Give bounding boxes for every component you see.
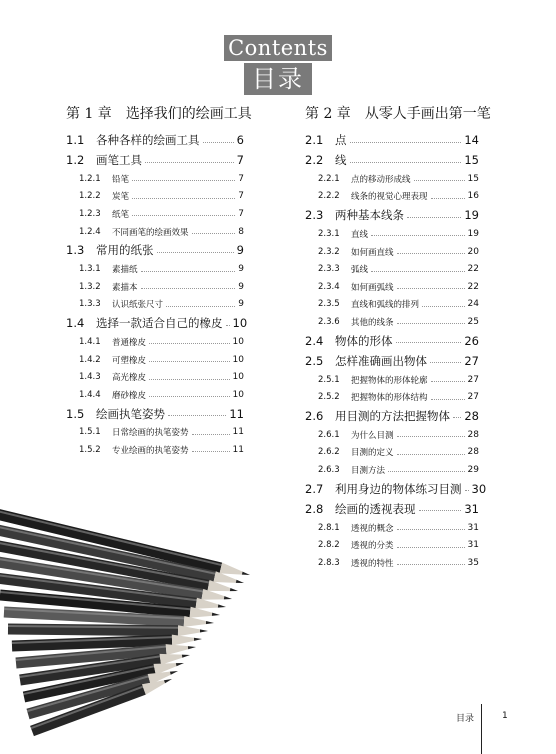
- toc-subsection[interactable]: [66, 424, 244, 442]
- leader-dots: [203, 142, 234, 143]
- entry-page: 6: [236, 133, 244, 147]
- pencil: [8, 624, 208, 637]
- leader-dots: [149, 396, 230, 397]
- entry-number: 1.3: [66, 243, 85, 258]
- chapter-1-heading: [66, 104, 252, 130]
- entry-title: 高光橡皮: [112, 373, 147, 384]
- leader-dots: [371, 235, 465, 236]
- leader-dots: [350, 162, 462, 163]
- entry-number: 2.8.1: [318, 522, 340, 533]
- chapter-number: 第 2 章: [305, 106, 351, 122]
- toc-subsection[interactable]: [305, 444, 479, 462]
- entry-title: 绘画的透视表现: [335, 501, 416, 516]
- toc-subsection[interactable]: [305, 519, 479, 537]
- leader-dots: [166, 306, 235, 307]
- leader-dots: [149, 343, 230, 344]
- entry-number: 1.5.2: [79, 444, 101, 455]
- entry-title: 透视的特性: [351, 558, 394, 569]
- toc-section[interactable]: [305, 205, 479, 225]
- entry-page: 31: [467, 540, 479, 551]
- entry-number: 1.2.4: [79, 226, 101, 237]
- toc-section[interactable]: [305, 331, 479, 351]
- toc-subsection[interactable]: [305, 296, 479, 314]
- entry-number: 2.2.1: [318, 173, 340, 184]
- leader-dots: [397, 529, 465, 530]
- entry-number: 2.3.5: [318, 299, 340, 310]
- entry-title: 如何画直线: [351, 247, 394, 258]
- entry-page: 10: [232, 389, 244, 400]
- entry-page: 7: [238, 191, 244, 202]
- leader-dots: [431, 198, 465, 199]
- entry-page: 35: [467, 557, 479, 568]
- chapter-title: 从零人手画出第一笔: [364, 106, 491, 122]
- leader-dots: [192, 434, 230, 435]
- entry-title: 物体的形体: [335, 333, 393, 348]
- entry-title: 可塑橡皮: [112, 355, 147, 366]
- leader-dots: [141, 288, 236, 289]
- entry-number: 2.1: [305, 133, 324, 147]
- toc-subsection[interactable]: [305, 188, 479, 206]
- entry-number: 1.2.3: [79, 208, 101, 219]
- entry-title: 把握物体的形体轮廓: [351, 375, 428, 386]
- leader-dots: [168, 415, 226, 416]
- leader-dots: [430, 362, 461, 363]
- entry-number: 1.4.3: [79, 372, 101, 383]
- pencils-illustration: [0, 490, 290, 754]
- leader-dots: [419, 510, 462, 511]
- toc-subsection[interactable]: [66, 188, 244, 206]
- entry-page: 16: [467, 191, 479, 202]
- leader-dots: [397, 564, 465, 565]
- chapter-1-entries: [66, 130, 248, 459]
- entry-title: 直线和弧线的排列: [351, 300, 420, 311]
- leader-dots: [397, 547, 465, 548]
- page-number: 1: [502, 711, 508, 721]
- chapter-number: 第 1 章: [66, 106, 112, 122]
- entry-page: 25: [467, 316, 479, 327]
- entry-title: 弧线: [351, 265, 369, 276]
- entry-title: 点: [335, 133, 347, 147]
- entry-page: 19: [467, 228, 479, 239]
- entry-number: 1.2.2: [79, 191, 101, 202]
- entry-page: 9: [236, 243, 244, 258]
- leader-dots: [132, 180, 235, 181]
- toc-subsection[interactable]: [305, 243, 479, 261]
- entry-page: 11: [229, 406, 244, 421]
- toc-subsection[interactable]: [66, 278, 244, 296]
- entry-number: 1.4.1: [79, 336, 101, 347]
- entry-page: 30: [471, 481, 487, 496]
- leader-dots: [414, 180, 465, 181]
- leader-dots: [149, 379, 230, 380]
- leader-dots: [350, 142, 462, 143]
- entry-title: 画笔工具: [96, 153, 142, 167]
- entry-page: 29: [467, 464, 479, 475]
- entry-number: 2.3: [305, 208, 324, 223]
- toc-subsection[interactable]: [66, 205, 244, 223]
- entry-page: 9: [238, 299, 244, 310]
- entry-number: 2.2: [305, 153, 324, 167]
- entry-title: 不同画笔的绘画效果: [112, 227, 189, 238]
- entry-title: 两种基本线条: [335, 208, 404, 223]
- entry-number: 1.3.1: [79, 264, 101, 275]
- chapter-2-column: [305, 104, 491, 572]
- entry-page: 11: [232, 444, 244, 455]
- entry-page: 7: [238, 173, 244, 184]
- toc-subsection[interactable]: [66, 368, 244, 386]
- entry-page: 9: [238, 281, 244, 292]
- toc-subsection[interactable]: [66, 351, 244, 369]
- entry-page: 7: [236, 153, 244, 167]
- entry-number: 2.3.3: [318, 264, 340, 275]
- entry-title: 目测的定义: [351, 448, 394, 459]
- toc-subsection[interactable]: [305, 554, 479, 572]
- toc-subsection[interactable]: [305, 371, 479, 389]
- entry-number: 2.3.2: [318, 246, 340, 257]
- entry-title: 铅笔: [112, 174, 130, 185]
- leader-dots: [397, 436, 465, 437]
- toc-subsection[interactable]: [305, 170, 479, 188]
- entry-number: 2.7: [305, 481, 324, 496]
- leader-dots: [431, 399, 465, 400]
- leader-dots: [132, 215, 235, 216]
- leader-dots: [397, 323, 465, 324]
- entry-title: 透视的概念: [351, 523, 394, 534]
- entry-number: 1.5: [66, 406, 85, 421]
- entry-title: 素描本: [112, 282, 138, 293]
- entry-page: 10: [232, 354, 244, 365]
- entry-number: 2.3.4: [318, 281, 340, 292]
- entry-number: 2.6.2: [318, 447, 340, 458]
- toc-subsection[interactable]: [305, 260, 479, 278]
- leader-dots: [157, 252, 234, 253]
- entry-number: 1.2.1: [79, 173, 101, 184]
- entry-number: 1.4.4: [79, 389, 101, 400]
- toc-section[interactable]: [305, 150, 479, 170]
- entry-title: 专业绘画的执笔姿势: [112, 445, 189, 456]
- leader-dots: [192, 233, 236, 234]
- entry-title: 绘画执笔姿势: [96, 406, 165, 421]
- entry-title: 利用身边的物体练习目测: [335, 481, 462, 496]
- entry-page: 20: [467, 246, 479, 257]
- entry-number: 2.3.6: [318, 316, 340, 327]
- entry-page: 10: [232, 316, 248, 331]
- toc-subsection[interactable]: [66, 223, 244, 241]
- toc-section[interactable]: [305, 351, 479, 371]
- toc-section[interactable]: [305, 130, 479, 150]
- entry-number: 1.1: [66, 133, 85, 147]
- leader-dots: [431, 381, 465, 382]
- entry-number: 1.4: [66, 316, 85, 331]
- entry-title: 各种各样的绘画工具: [96, 133, 200, 147]
- entry-page: 14: [464, 133, 479, 147]
- entry-title: 线: [335, 153, 347, 167]
- toc-subsection[interactable]: [305, 426, 479, 444]
- entry-page: 19: [464, 208, 479, 223]
- entry-page: 27: [467, 374, 479, 385]
- entry-title: 透视的分类: [351, 541, 394, 552]
- entry-number: 2.8.3: [318, 557, 340, 568]
- leader-dots: [453, 417, 461, 418]
- toc-subsection[interactable]: [66, 296, 244, 314]
- toc-section[interactable]: [66, 150, 244, 170]
- entry-title: 日常绘画的执笔姿势: [112, 428, 189, 439]
- toc-subsection[interactable]: [305, 461, 479, 479]
- entry-number: 2.3.1: [318, 228, 340, 239]
- footer-label: 目录: [456, 714, 475, 724]
- leader-dots: [396, 342, 462, 343]
- entry-title: 把握物体的形体结构: [351, 393, 428, 404]
- entry-number: 2.6: [305, 408, 324, 423]
- entry-title: 目测方法: [351, 465, 386, 476]
- leader-dots: [145, 162, 234, 163]
- entry-number: 2.5.2: [318, 392, 340, 403]
- toc-subsection[interactable]: [305, 278, 479, 296]
- entry-page: 10: [232, 336, 244, 347]
- leader-dots: [388, 471, 465, 472]
- entry-title: 认识纸张尺寸: [112, 300, 164, 311]
- toc-section[interactable]: [66, 240, 244, 260]
- entry-number: 1.3.3: [79, 299, 101, 310]
- contents-title: Contents: [0, 35, 556, 61]
- leader-dots: [397, 454, 465, 455]
- entry-page: 15: [467, 173, 479, 184]
- entry-number: 2.4: [305, 333, 324, 348]
- entry-page: 28: [467, 447, 479, 458]
- toc-subsection[interactable]: [305, 313, 479, 331]
- chapter-2-heading: [305, 104, 491, 130]
- entry-title: 纸笔: [112, 209, 130, 220]
- entry-page: 28: [464, 408, 479, 423]
- entry-page: 24: [467, 299, 479, 310]
- entry-number: 2.5: [305, 353, 324, 368]
- toc-subsection[interactable]: [305, 388, 479, 406]
- entry-number: 1.2: [66, 153, 85, 167]
- entry-title: 点的移动形成线: [351, 174, 411, 185]
- chapter-title: 选择我们的绘画工具: [125, 106, 252, 122]
- leader-dots: [149, 361, 230, 362]
- entry-number: 2.6.1: [318, 429, 340, 440]
- leader-dots: [132, 198, 235, 199]
- toc-subsection[interactable]: [66, 441, 244, 459]
- toc-subsection[interactable]: [66, 170, 244, 188]
- toc-subsection[interactable]: [66, 260, 244, 278]
- toc-section[interactable]: [66, 130, 244, 150]
- entry-title: 炭笔: [112, 192, 130, 203]
- entry-page: 11: [232, 427, 244, 438]
- leader-dots: [422, 306, 465, 307]
- entry-title: 普通橡皮: [112, 337, 147, 348]
- entry-number: 2.5.1: [318, 374, 340, 385]
- toc-section[interactable]: [305, 406, 479, 426]
- entry-page: 28: [467, 429, 479, 440]
- entry-title: 直线: [351, 229, 369, 240]
- toc-section[interactable]: [66, 313, 248, 333]
- toc-subsection[interactable]: [66, 386, 244, 404]
- entry-number: 2.6.3: [318, 464, 340, 475]
- leader-dots: [397, 288, 465, 289]
- entry-title: 素描纸: [112, 265, 138, 276]
- entry-number: 1.3.2: [79, 281, 101, 292]
- entry-number: 2.8: [305, 501, 324, 516]
- leader-dots: [397, 253, 465, 254]
- leader-dots: [192, 451, 230, 452]
- leader-dots: [407, 217, 461, 218]
- entry-number: 1.5.1: [79, 427, 101, 438]
- entry-title: 常用的纸张: [96, 243, 154, 258]
- entry-title: 用目测的方法把握物体: [335, 408, 450, 423]
- chapter-2-entries: [305, 130, 487, 572]
- entry-title: 其他的线条: [351, 317, 394, 328]
- entry-page: 26: [464, 333, 479, 348]
- entry-page: 10: [232, 372, 244, 383]
- entry-page: 27: [464, 353, 479, 368]
- entry-title: 如何画弧线: [351, 282, 394, 293]
- entry-page: 9: [238, 264, 244, 275]
- entry-page: 7: [238, 208, 244, 219]
- leader-dots: [226, 325, 230, 326]
- leader-dots: [371, 271, 465, 272]
- entry-page: 31: [467, 522, 479, 533]
- entry-title: 线条的视觉心理表现: [351, 192, 428, 203]
- toc-section[interactable]: [305, 479, 487, 499]
- chapter-1-column: [66, 104, 252, 459]
- entry-number: 2.8.2: [318, 540, 340, 551]
- toc-subsection[interactable]: [305, 225, 479, 243]
- entry-title: 怎样准确画出物体: [335, 353, 427, 368]
- toc-section[interactable]: [305, 499, 479, 519]
- entry-page: 22: [467, 264, 479, 275]
- leader-dots: [465, 490, 469, 491]
- contents-title-chinese: 目录: [0, 63, 556, 95]
- entry-number: 2.2.2: [318, 191, 340, 202]
- entry-title: 为什么目测: [351, 430, 394, 441]
- entry-number: 1.4.2: [79, 354, 101, 365]
- footer-divider: [481, 704, 482, 754]
- entry-title: 选择一款适合自己的橡皮: [96, 316, 223, 331]
- toc-subsection[interactable]: [305, 536, 479, 554]
- entry-page: 27: [467, 392, 479, 403]
- entry-page: 22: [467, 281, 479, 292]
- entry-title: 磨砂橡皮: [112, 390, 147, 401]
- entry-page: 15: [464, 153, 479, 167]
- toc-subsection[interactable]: [66, 333, 244, 351]
- toc-section[interactable]: [66, 404, 244, 424]
- entry-page: 8: [238, 226, 244, 237]
- leader-dots: [141, 271, 236, 272]
- entry-page: 31: [464, 501, 479, 516]
